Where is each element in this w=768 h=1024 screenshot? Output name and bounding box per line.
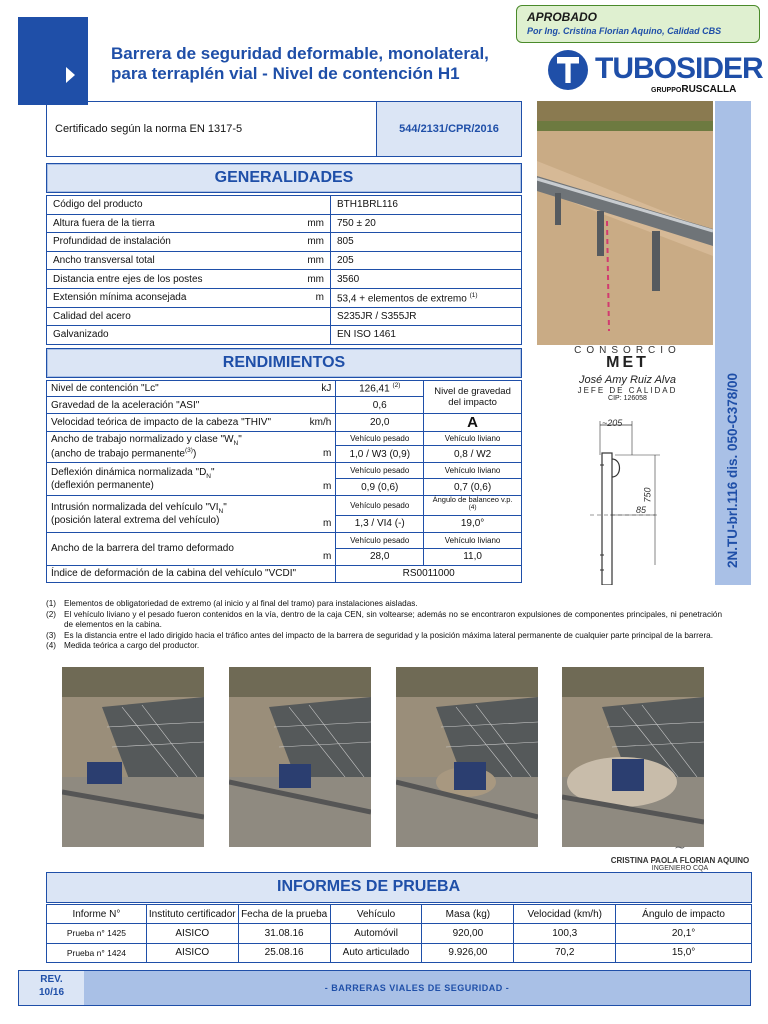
approved-by: Por Ing. Cristina Florian Aquino, Calidad CBS (527, 26, 722, 36)
informes-header: Fecha de la prueba (238, 905, 330, 924)
crash-test-photo-2 (229, 667, 371, 847)
table-cell: Automóvil (330, 924, 422, 943)
vcdi-label: Índice de deformación de la cabina del vehículo "VCDI" (47, 565, 336, 582)
generalidades-row (47, 233, 522, 252)
brand-name: TUBOSIDER (595, 52, 763, 85)
footnote: (3) Es la distancia entre el lado dirigido hacia el tráfico antes del impacto de la barrera de seguridad y la posición máxima lateral permanente de cualquier parte principal de la barrera. (46, 630, 713, 640)
table-cell: Auto articulado (330, 943, 422, 962)
row-unit: m (297, 288, 331, 307)
row-value: BTH1BRL116 (331, 196, 522, 215)
row-unit (297, 196, 331, 215)
footer-title: - BARRERAS VIALES DE SEGURIDAD - (84, 971, 750, 1005)
contencion-value: 126,41 $^{(2)}$ (336, 381, 424, 397)
table-cell: AISICO (146, 924, 238, 943)
asi-value: 0,6 (336, 397, 424, 414)
page-footer (18, 970, 751, 1006)
table-cell: 15,0° (616, 943, 752, 962)
crash-test-photo-4 (562, 667, 704, 847)
drawing-code-container (716, 355, 750, 585)
row-label: Ancho transversal total (47, 251, 297, 270)
row-value: S235JR / S355JR (331, 307, 522, 326)
revision: REV. 10/16 (19, 971, 84, 1005)
vcdi-value: RS0011000 (336, 565, 522, 582)
row-unit: mm (297, 270, 331, 289)
deflexion-label: Deflexión dinámica normalizada "$D_N$" (deflexión permanente) (47, 463, 282, 496)
ancho-pesado: 1,0 / W3 (0,9) (336, 446, 424, 463)
ancho-label: Ancho de trabajo normalizado y clase "$W_N$" (ancho de trabajo permanente$^{(3)}$) (47, 432, 282, 463)
row-value: 205 (331, 251, 522, 270)
row-label: Código del producto (47, 196, 297, 215)
row-label: Profundidad de instalación (47, 233, 297, 252)
profile-drawing (560, 415, 710, 585)
barrera-pesado: 28,0 (336, 548, 424, 565)
certificate-label: Certificado según la norma EN 1317-5 (47, 102, 377, 156)
section-informes: INFORMES DE PRUEBA (46, 872, 752, 903)
deflexion-pesado: 0,9 (0,6) (336, 479, 424, 496)
deflexion-liviano: 0,7 (0,6) (424, 479, 522, 496)
generalidades-row (47, 196, 522, 215)
table-cell: 31.08.16 (238, 924, 330, 943)
generalidades-row (47, 251, 522, 270)
informes-table (46, 904, 752, 963)
certificate-row (46, 101, 522, 157)
informes-header: Informe N° (47, 905, 147, 924)
generalidades-row (47, 307, 522, 326)
row-unit (297, 307, 331, 326)
table-cell: 920,00 (422, 924, 514, 943)
row-label: Galvanizado (47, 326, 297, 345)
footnotes (46, 599, 722, 652)
certificate-number: 544/2131/CPR/2016 (377, 102, 521, 156)
thiv-value: 20,0 (336, 414, 424, 432)
informes-header: Ángulo de impacto (616, 905, 752, 924)
drawing-code: 2N.TU-brl.116 dis. 050-C378/00 (725, 372, 741, 568)
table-cell: AISICO (146, 943, 238, 962)
crash-test-photo-3 (396, 667, 538, 847)
generalidades-row (47, 288, 522, 307)
informes-header: Masa (kg) (422, 905, 514, 924)
footnote: (1) Elementos de obligatoriedad de extremo (al inicio y al final del tramo) para instalaciones aisladas. (46, 599, 418, 608)
page-title-line2: para terraplén vial - Nivel de contención H1 (111, 64, 460, 83)
approved-box (516, 5, 760, 43)
dim-85: 85 (636, 505, 647, 515)
row-unit: mm (297, 214, 331, 233)
arrow-icon (66, 67, 75, 83)
row-value: 750 ± 20 (331, 214, 522, 233)
intrusion-label: Intrusión normalizada del vehículo "$VI_N$" (posición lateral extrema del vehículo) (47, 496, 282, 533)
contencion-label: Nivel de contención "Lc" (47, 381, 282, 397)
dim-205: ~205 (602, 418, 623, 428)
row-unit: mm (297, 233, 331, 252)
page-title-line1: Barrera de seguridad deformable, monolateral, (111, 44, 489, 63)
row-value: EN ISO 1461 (331, 326, 522, 345)
row-label: Altura fuera de la tierra (47, 214, 297, 233)
row-value: 805 (331, 233, 522, 252)
table-row (47, 924, 752, 943)
row-value: 3560 (331, 270, 522, 289)
row-label: Distancia entre ejes de los postes (47, 270, 297, 289)
row-unit: mm (297, 251, 331, 270)
table-cell: Prueba n° 1425 (47, 924, 147, 943)
ancho-liviano: 0,8 / W2 (424, 446, 522, 463)
dim-750: 750 (642, 487, 653, 503)
footnote: (4) Medida teórica a cargo del productor. (46, 641, 200, 651)
table-row (47, 943, 752, 962)
angulo-label: Ángulo de balanceo v.p. $^{(4)}$ (424, 496, 522, 516)
intrusion-pesado: 1,3 / VI4 (-) (336, 515, 424, 532)
section-generalidades: GENERALIDADES (46, 163, 522, 193)
section-rendimientos: RENDIMIENTOS (46, 348, 522, 378)
angulo-value: 19,0° (424, 515, 522, 532)
table-cell: 100,3 (514, 924, 616, 943)
informes-header: Instituto certificador (146, 905, 238, 924)
table-cell: 70,2 (514, 943, 616, 962)
barrera-liviano: 11,0 (424, 548, 522, 565)
informes-header: Velocidad (km/h) (514, 905, 616, 924)
row-label: Extensión mínima aconsejada (47, 288, 297, 307)
table-cell: 25.08.16 (238, 943, 330, 962)
signature-block: ~ CRISTINA PAOLA FLORIAN AQUINO INGENIERO CQA (610, 840, 750, 872)
generalidades-row (47, 214, 522, 233)
generalidades-table (46, 195, 522, 345)
barrier-photo (537, 101, 713, 345)
footnote: (2) El vehículo liviano y el pesado fueron contenidos en la vía, dentro de la caja CEN, sin voltearse; además no se encontraron expulsiones de componentes principales, ni penetración de elementos en la cabina. (46, 609, 722, 630)
gravedad-value: A (424, 414, 522, 432)
gravedad-label: Nivel de gravedad del impacto (424, 381, 522, 414)
row-value: 53,4 + elementos de extremo $^{(1)}$ (331, 288, 522, 307)
table-cell: 9.926,00 (422, 943, 514, 962)
generalidades-row (47, 326, 522, 345)
row-unit (297, 326, 331, 345)
crash-test-photo-1 (62, 667, 204, 847)
approved-label: APROBADO (527, 10, 598, 24)
rendimientos-table: Nivel de contención "Lc" kJ 126,41 $^{(2)}$ Nivel de gravedad del impacto Gravedad de la aceleración "ASI" 0,6 Velocidad teórica de impacto de la cabeza "THIV" km/h 20,0 A Ancho de trabajo normalizado y clase "$W_N$" (ancho de trabajo permanente$^{(3)}$) m Vehículo pesado Vehículo liviano 1,0 / W3 (0,9) 0,8 / W2 Deflexión dinámica normalizada "$D_N$" (deflexión permanente) m Vehículo pesado Vehículo liviano 0,9 (0,6) 0,7 (0,6) Intrusión normalizada del vehículo "$VI_N$" (posición lateral extrema del vehículo) m Vehículo pesado Ángulo de balanceo v.p. $^{(4)}$ 1,3 / VI4 (-) 19,0° Ancho de la barrera del tramo deformado m Vehículo pesado Vehículo liviano 28,0 11,0 Índice de deformación de la cabina del vehículo "VCDI" RS0011000 (46, 380, 522, 583)
tubosider-logo-icon (548, 50, 588, 90)
informes-header: Vehículo (330, 905, 422, 924)
brand-square-logo (18, 17, 88, 105)
consorcio-stamp: CONSORCIO MET José Amy Ruiz Alva JEFE DE CALIDAD CIP: 126058 (574, 345, 681, 402)
table-cell: Prueba n° 1424 (47, 943, 147, 962)
barrera-label: Ancho de la barrera del tramo deformado (47, 532, 282, 565)
generalidades-row (47, 270, 522, 289)
row-label: Calidad del acero (47, 307, 297, 326)
table-cell: 20,1° (616, 924, 752, 943)
brand-group: GRUPPORUSCALLA (651, 84, 737, 95)
